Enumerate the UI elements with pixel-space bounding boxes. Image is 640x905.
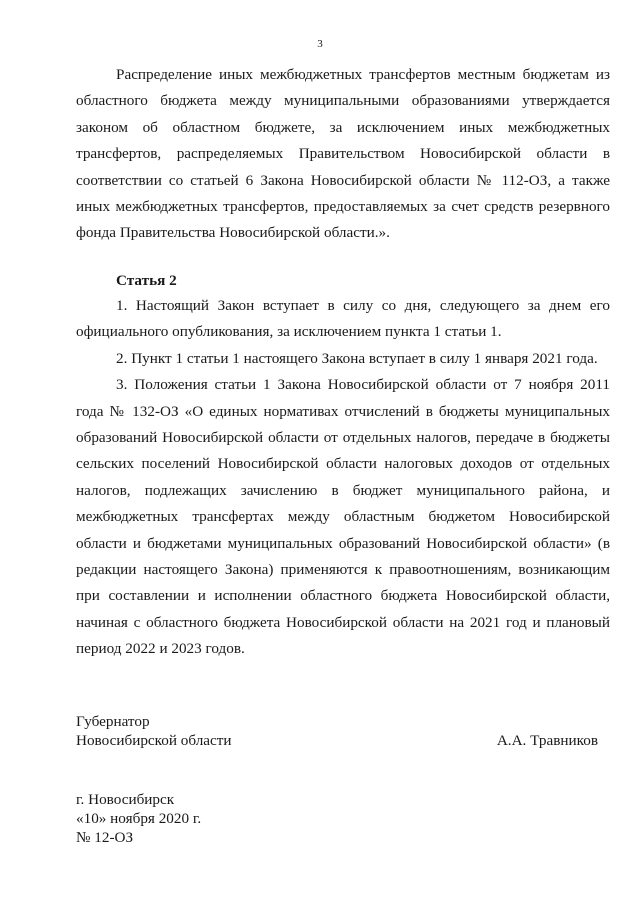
intro-section [76,62,610,247]
page-number: 3 [317,38,323,50]
footer-law-number: № 12-ОЗ [76,829,134,846]
article-paragraph-1: 1. Настоящий Закон вступает в силу со дня, следующего за днем его официального опубликования, за исключением пункта 1 статьи 1. [76,297,610,341]
footer-city: г. Новосибирск [76,791,175,808]
signature-block [76,712,610,750]
footer-date: «10» ноября 2020 г. [76,810,202,827]
signature-row [76,731,610,750]
article-paragraph-3: 3. Положения статьи 1 Закона Новосибирской области от 7 ноября 2011 года № 132-ОЗ «О единых нормативах отчислений в бюджеты муниципальных образований Новосибирской области от отдельных налогов, передаче в бюджеты сельских поселений Новосибирской области налоговых доходов от отдельных налогов, подлежащих зачислению в бюджет муниципального района, и межбюджетных трансфертах между областным бюджетом Новосибирской области и бюджетами муниципальных образований Новосибирской области» (в редакции настоящего Закона) применяются к правоотношениям, возникающим при составлении и исполнении областного бюджета Новосибирской области, начиная с областного бюджета Новосибирской области на 2021 год и плановый период 2022 и 2023 годов. [76,376,610,658]
article-body [76,293,610,663]
article-paragraph-2: 2. Пункт 1 статьи 1 настоящего Закона вступает в силу 1 января 2021 года. [116,349,598,367]
signature-title-line2: Новосибирской области [76,732,232,749]
document-footer [76,790,201,847]
intro-paragraph: Распределение иных межбюджетных трансфертов местным бюджетам из областного бюджета между муниципальными образованиями утверждается законом об областном бюджете, за исключением иных межбюджетных трансфертов, распределяемых Правительством Новосибирской области в соответствии со статьей 6 Закона Новосибирской области № 112-ОЗ, а также иных межбюджетных трансфертов, предоставляемых за счет средств резервного фонда Правительства Новосибирской области.». [76,66,610,242]
article-heading: Статья 2 [116,272,177,289]
signatory-name: А.А. Травников [496,732,598,749]
signature-title-line1: Губернатор [76,713,150,730]
